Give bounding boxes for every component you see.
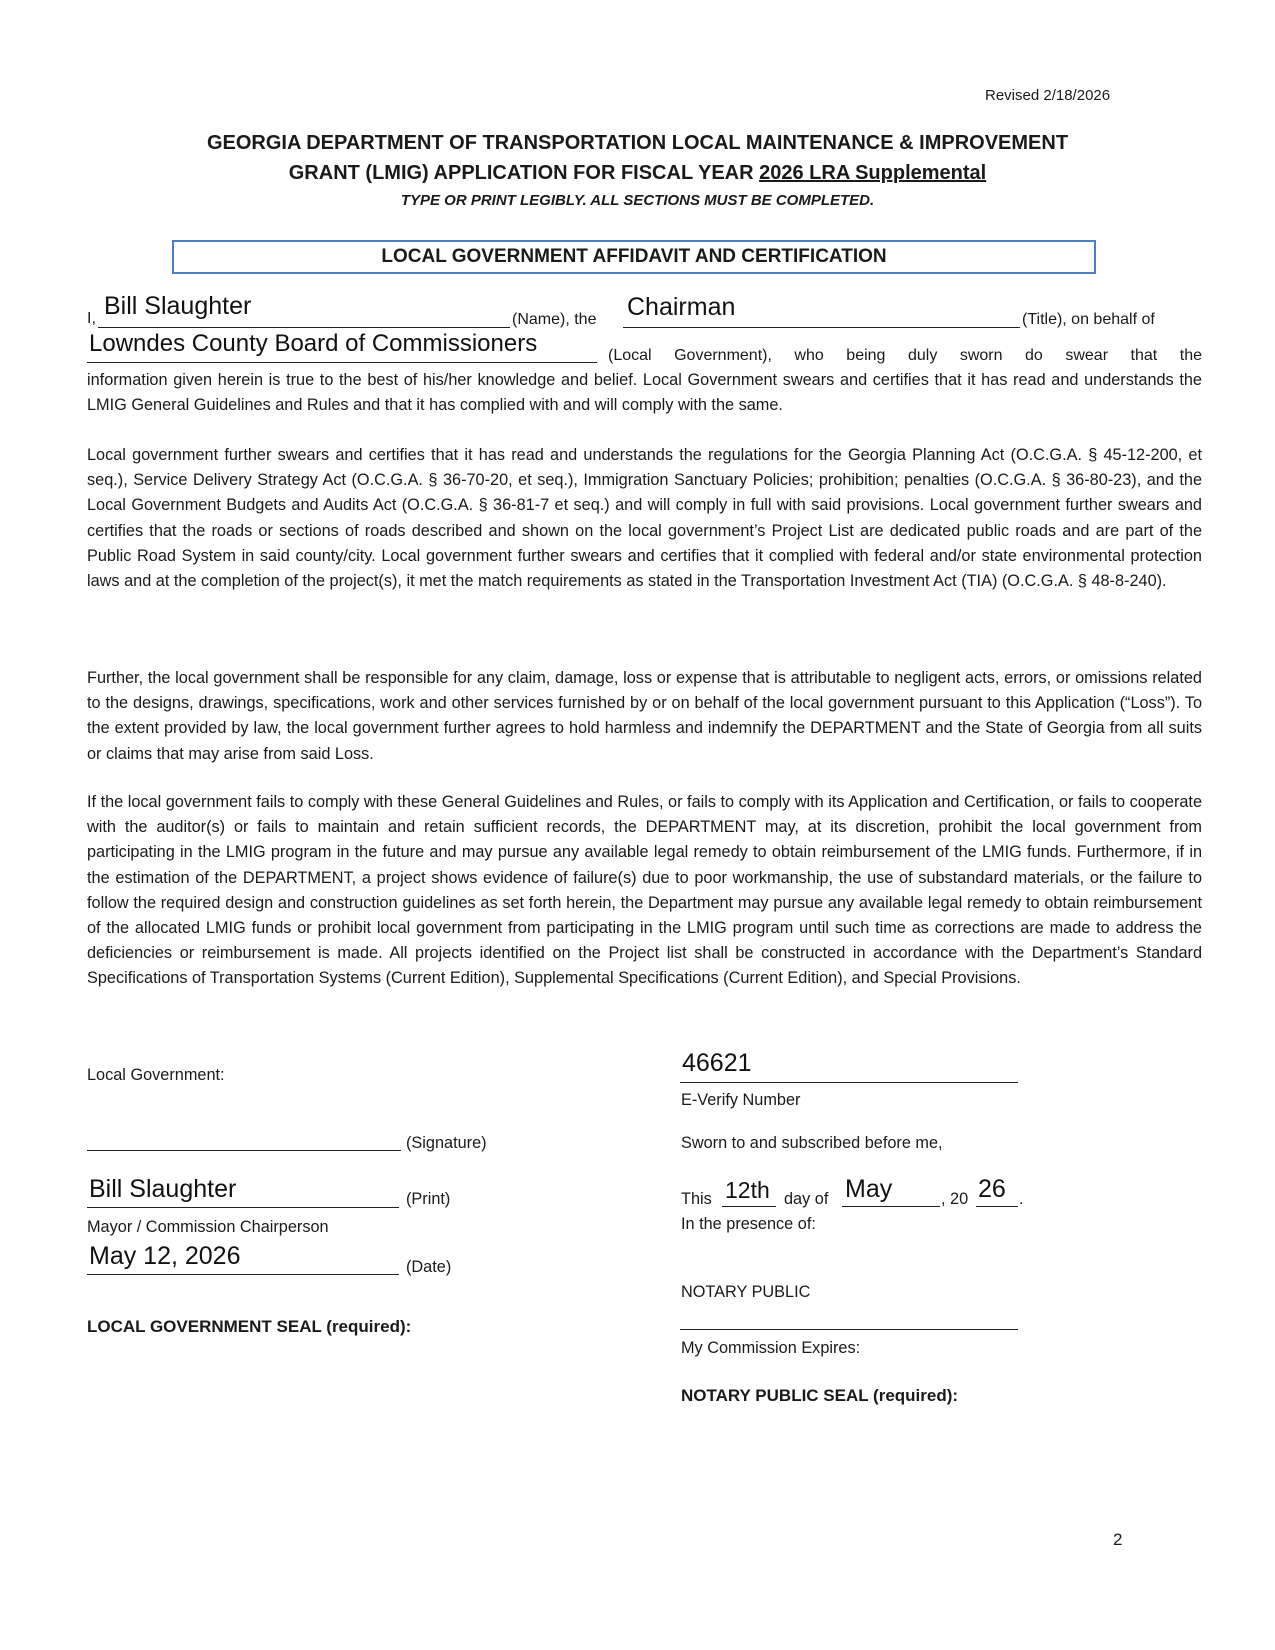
liability-paragraph: Further, the local government shall be responsible for any claim, damage, loss or expense that is attributable to negligent acts, errors, or omissions related to the designs, drawings, specifications, work and other services furnished by or on behalf of the local government pursuant to this Application (“Loss”). To the extent provided by law, the local government further agrees to hold harmless and indemnify the DEPARTMENT and the State of Georgia from all suits or claims that may arise from said Loss. [87,669,1202,763]
notary-signature-line[interactable] [680,1329,1018,1330]
name-field-line [98,327,510,328]
date-field[interactable]: May 12, 2026 [89,1242,241,1270]
page-number: 2 [1113,1530,1123,1549]
title-field-line [623,327,1020,328]
form-title-line1: GEORGIA DEPARTMENT OF TRANSPORTATION LOCAL MAINTENANCE & IMPROVEMENT [206,132,1069,154]
form-title-line2 [0,162,1275,185]
section-title: LOCAL GOVERNMENT AFFIDAVIT AND CERTIFICATION [381,246,887,267]
local-government-caption: Local Government: [87,1066,225,1084]
everify-number-field[interactable]: 46621 [682,1049,752,1077]
day-field[interactable]: 12th [725,1177,770,1203]
everify-field-line [680,1082,1018,1083]
print-name-field[interactable]: Bill Slaughter [89,1175,237,1203]
certification-paragraph: Local government further swears and certifies that it has read and understands the regulations for the Georgia Planning Act (O.C.G.A. § 45-12-200, et seq.), Service Delivery Strategy Act (O.C.G.A. § 36-70-20, et seq.), Immigration Sanctuary Policies; prohibition; penalties (O.C.G.A. § 36-80-23), and the Local Government Budgets and Audits Act (O.C.G.A. § 36-81-7 et seq.) and will comply in full with said provisions. Local government further swears and certifies that the roads or sections of roads described and shown on the local government’s Project List are dedicated public roads and are part of the Public Road System in said county/city. Local government further swears and certifies that it complied with federal and/or state environmental protection laws and at the completion of the project(s), it met the match requirements as stated in the Transportation Investment Act (TIA) (O.C.G.A. § 48-8-240). [87,446,1202,591]
print-label: (Print) [406,1190,451,1208]
notary-public-label: NOTARY PUBLIC [681,1283,811,1301]
local-government-seal-label: LOCAL GOVERNMENT SEAL (required): [87,1317,412,1336]
year-field[interactable]: 26 [978,1175,1006,1203]
day-of-label: day of [784,1190,829,1208]
name-field[interactable]: Bill Slaughter [104,292,252,320]
everify-label: E-Verify Number [681,1091,801,1109]
month-field-line [842,1206,940,1207]
form-title-line2-prefix: GRANT (LMIG) APPLICATION FOR FISCAL YEAR [288,162,760,184]
this-label: This [681,1190,712,1208]
commission-expires-label: My Commission Expires: [681,1339,861,1357]
section-title-box [172,240,1096,274]
compliance-paragraph: If the local government fails to comply with these General Guidelines and Rules, or fails to comply with its Application and Certification, or fails to cooperate with the auditor(s) or fails to maintain and retain sufficient records, the DEPARTMENT may, at its discretion, prohibit the local government from participating in the LMIG program in the future and may pursue any available legal remedy to obtain reimbursement of the LMIG funds. Furthermore, if in the estimation of the DEPARTMENT, a project shows evidence of failure(s) due to poor workmanship, the use of substandard materials, or the failure to follow the required design and construction guidelines as set forth herein, the Department may pursue any available legal remedy to obtain reimbursement of the allocated LMIG funds or prohibit local government from participating in the LMIG program until such time as corrections are made to address the deficiencies or reimbursement is made. All projects identified on the Project list shall be constructed in accordance with the Department’s Standard Specifications of Transportation Systems (Current Edition), Supplemental Specifications (Current Edition), and Special Provisions. [87,793,1202,988]
role-caption: Mayor / Commission Chairperson [87,1218,329,1236]
title-label: (Title), on behalf of [1022,311,1155,328]
signature-label: (Signature) [406,1134,487,1152]
form-title-fiscal-year: 2026 LRA Supplemental [759,162,987,184]
print-field-line [87,1207,399,1208]
signature-line[interactable] [87,1150,401,1151]
year-suffix: . [1019,1190,1024,1208]
form-instructions: TYPE OR PRINT LEGIBLY. ALL SECTIONS MUST BE COMPLETED. [400,192,875,209]
day-field-line [722,1206,776,1207]
affiant-prefix: I, [87,310,96,327]
local-government-field[interactable]: Lowndes County Board of Commissioners [89,330,538,357]
date-field-line [87,1274,399,1275]
affidavit-continuation: information given herein is true to the best of his/her knowledge and belief. Local Government swears and certifies that it has read and understands the LMIG General Guidelines and Rules and that it has complied with and will comply with the same. [87,371,1202,415]
name-label: (Name), the [512,311,597,328]
year-field-line [976,1206,1018,1207]
presence-label: In the presence of: [681,1215,816,1233]
notary-seal-label: NOTARY PUBLIC SEAL (required): [681,1386,959,1405]
local-government-field-line [87,362,597,363]
month-field[interactable]: May [845,1175,893,1203]
sworn-statement: Sworn to and subscribed before me, [681,1134,943,1152]
revision-date: Revised 2/18/2026 [985,87,1111,104]
local-government-label: (Local Government), who being duly sworn do swear that the [608,347,1202,364]
year-prefix: , 20 [941,1190,969,1208]
date-label: (Date) [406,1258,452,1276]
title-field[interactable]: Chairman [627,293,736,321]
